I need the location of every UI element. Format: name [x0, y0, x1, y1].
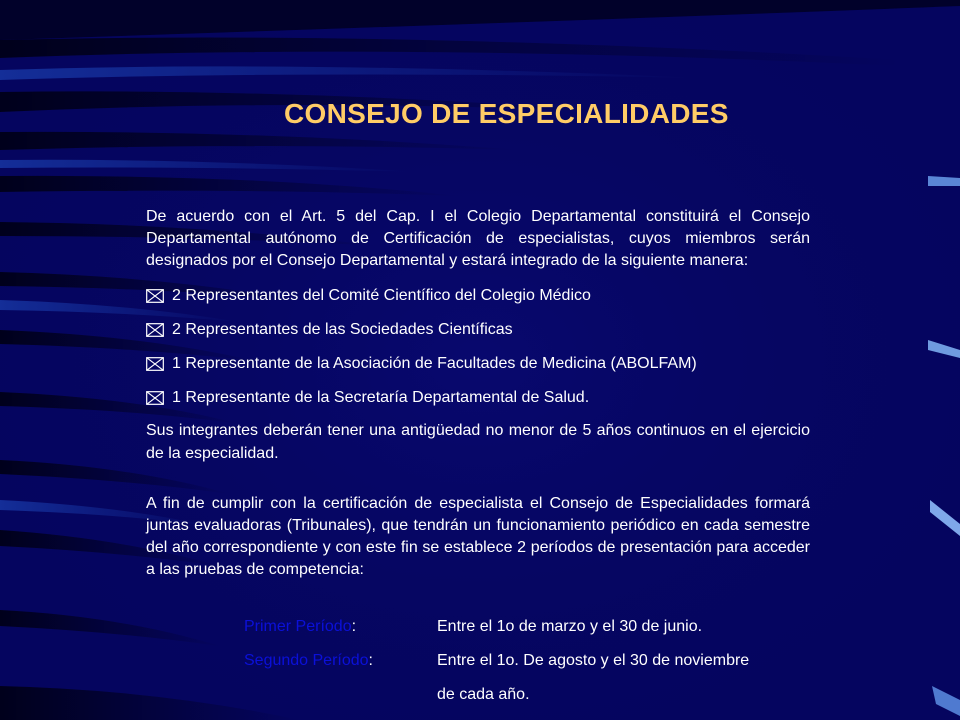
- period-colon: :: [351, 618, 357, 635]
- member-text: 1 Representante de la Asociación de Facultades de Medicina (ABOLFAM): [172, 355, 697, 372]
- envelope-x-icon: [146, 357, 164, 371]
- requirement-paragraph: Sus integrantes deberán tener una antigüedad no menor de 5 años continuos en el ejercicio de la especialidad.: [146, 422, 810, 462]
- member-text: 1 Representante de la Secretaría Departamental de Salud.: [172, 389, 590, 406]
- member-text: 2 Representantes del Comité Científico del Colegio Médico: [172, 287, 591, 304]
- certification-paragraph: A fin de cumplir con la certificación de especialista el Consejo de Especialidades formará juntas evaluadoras (Tribunales), que tendrán un funcionamiento periódico en cada semestre del año correspondiente y con este fin se establece 2 períodos de presentación para acceder a las pruebas de competencia:: [146, 495, 810, 578]
- envelope-x-icon: [146, 323, 164, 337]
- list-item: [146, 285, 826, 319]
- period-value: Entre el 1o. De agosto y el 30 de noviembre: [437, 652, 750, 669]
- slide-title: CONSEJO DE ESPECIALIDADES: [284, 98, 729, 129]
- intro-paragraph: De acuerdo con el Art. 5 del Cap. I el Colegio Departamental constituirá el Consejo Departamental autónomo de Certificación de especialistas, cuyos miembros serán designados por el Consejo Departamental y estará integrado de la siguiente manera:: [146, 208, 810, 269]
- period-value: de cada año.: [437, 686, 530, 703]
- period-label-text: Primer Período: [244, 618, 352, 635]
- member-text: 2 Representantes de las Sociedades Científicas: [172, 321, 513, 338]
- envelope-x-icon: [146, 391, 164, 405]
- period-label: [244, 650, 373, 672]
- list-item: [146, 387, 826, 421]
- envelope-x-icon: [146, 289, 164, 303]
- list-item: [146, 353, 826, 387]
- period-colon: :: [368, 652, 373, 669]
- period-label-text: Segundo Período: [244, 652, 369, 669]
- list-item: [146, 319, 826, 353]
- period-value: Entre el 1o de marzo y el 30 de junio.: [437, 618, 703, 635]
- period-label: [244, 616, 356, 638]
- members-list: [146, 285, 826, 421]
